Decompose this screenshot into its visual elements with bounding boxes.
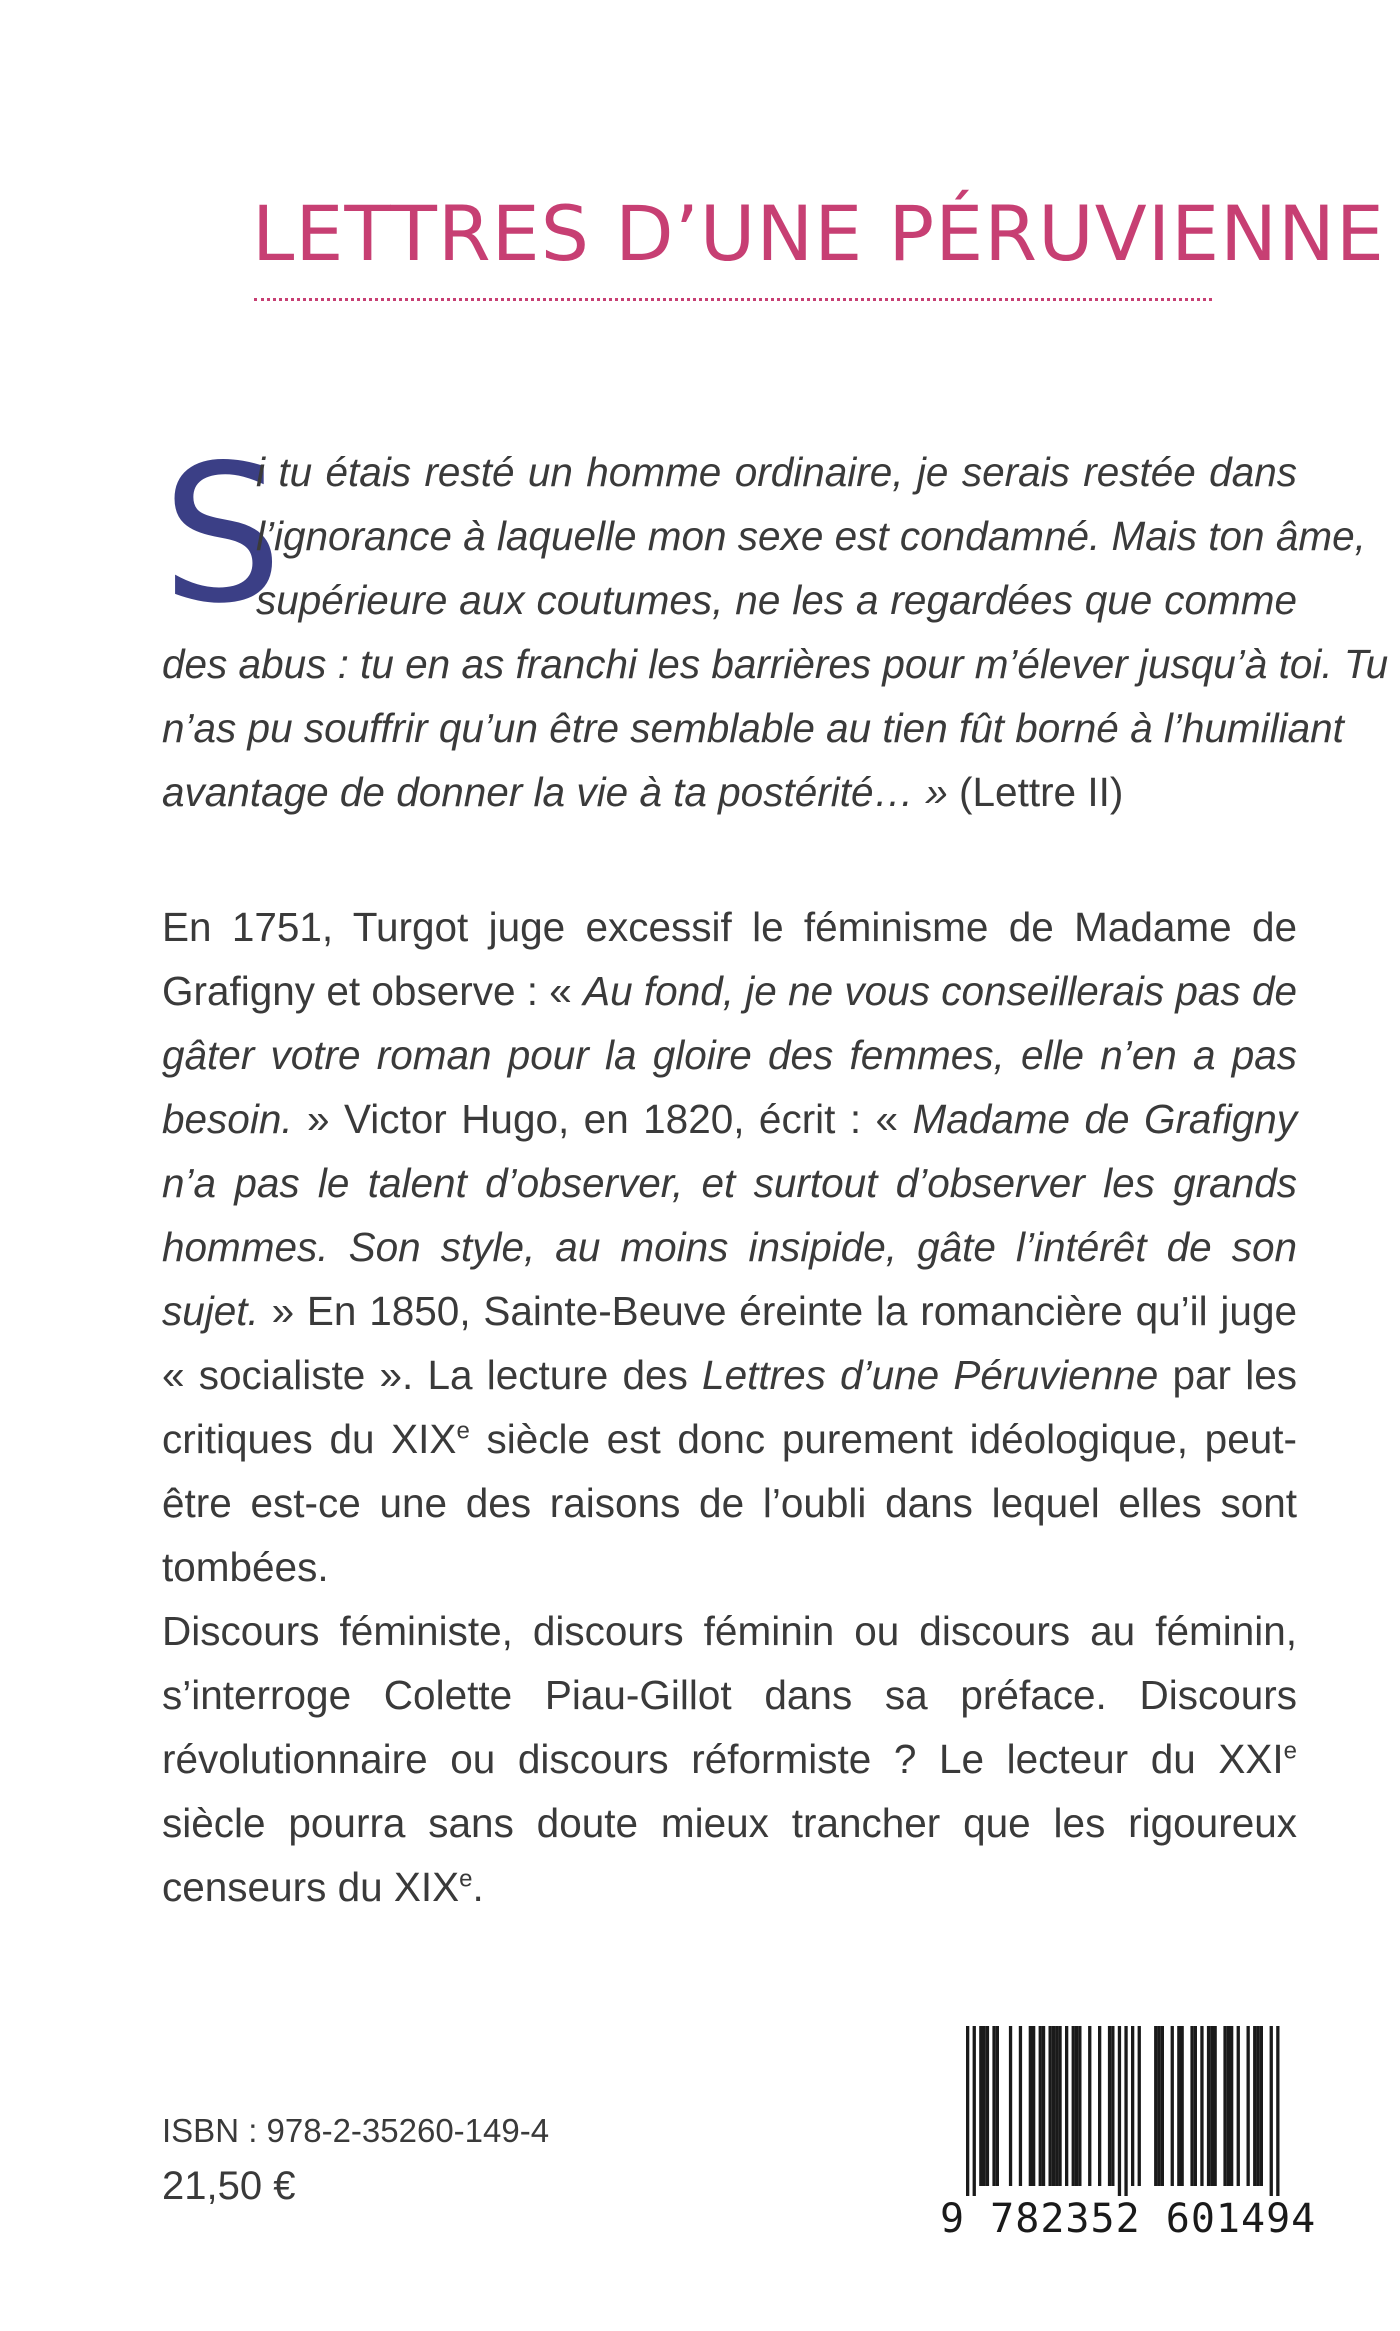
barcode-bar (1270, 2026, 1273, 2196)
barcode-bar (986, 2026, 989, 2186)
barcode-bar (1237, 2026, 1240, 2186)
barcode-bar (966, 2026, 969, 2196)
barcode-bar (1157, 2026, 1160, 2186)
turgot-citation: Au fond, je ne vous conseillerais pas de gâter votre roman pour la gloire des femmes, elle n’en a pas besoin. (162, 968, 1297, 1142)
barcode-bar (1009, 2026, 1012, 2186)
barcode-bar (1118, 2026, 1121, 2196)
paragraph-text: . (472, 1864, 484, 1910)
barcode-bar (1177, 2026, 1180, 2186)
quote-line: l’ignorance à laquelle mon sexe est condamné. Mais ton âme, (256, 513, 1366, 559)
barcode-bar (1052, 2026, 1055, 2186)
barcode-bar (1276, 2026, 1279, 2196)
barcode-bar (1256, 2026, 1259, 2186)
price: 21,50 € (162, 2164, 296, 2208)
barcode-bar (1210, 2026, 1213, 2186)
barcode-bar (1154, 2026, 1157, 2186)
barcode-bar (1253, 2026, 1256, 2186)
barcode-bar (1200, 2026, 1203, 2186)
quote-line: i tu étais resté un homme ordinaire, je serais restée dans (256, 449, 1297, 495)
quote-line: supérieure aux coutumes, ne les a regardées que comme (256, 577, 1297, 623)
book-title: LETTRES D’UNE PÉRUVIENNE (252, 189, 1385, 278)
barcode-bar (1171, 2026, 1174, 2186)
barcode-bar (1138, 2026, 1141, 2186)
paragraph-text: » Victor Hugo, en 1820, écrit : « (292, 1096, 913, 1142)
barcode-bar (1260, 2026, 1263, 2186)
barcode-bar (1214, 2026, 1217, 2186)
quote-lines (162, 424, 1389, 824)
barcode-bar (973, 2026, 976, 2196)
quote-line-last (162, 760, 1297, 824)
barcode-bar (1065, 2026, 1068, 2186)
paragraph-text: Discours féministe, discours féminin ou discours au féminin, s’interroge Colette Piau-Gillot dans sa préface. Discours révolutionnaire ou discours réformiste ? Le lecteur du XXI (162, 1608, 1297, 1782)
barcode-bar (1055, 2026, 1058, 2186)
barcode-digits: 9 782352 601494 (940, 2196, 1317, 2242)
barcode-bars (940, 2026, 1295, 2196)
opening-quote (162, 424, 1389, 840)
paragraph-text: siècle est donc purement idéologique, peut-être est-ce une des raisons de l’oubli dans lequel elles sont tombées. (162, 1416, 1297, 1590)
barcode-bar (979, 2026, 982, 2186)
barcode-bar (1131, 2026, 1134, 2186)
barcode-bar (1247, 2026, 1250, 2186)
barcode-bar (983, 2026, 986, 2186)
paragraph-preface (162, 1599, 1297, 1919)
paragraph-text: siècle pourra sans doute mieux trancher que les rigoureux censeurs du XIX (162, 1800, 1297, 1910)
barcode-bar (1032, 2026, 1035, 2186)
barcode-bar (1111, 2026, 1114, 2186)
barcode-bar (1039, 2026, 1042, 2186)
quote-source: (Lettre II) (947, 769, 1124, 815)
barcode-bar (1108, 2026, 1111, 2186)
drop-cap: S (162, 424, 283, 645)
barcode-bar (1072, 2026, 1075, 2186)
superscript: e (1283, 1737, 1297, 1765)
barcode-bar (1098, 2026, 1101, 2186)
barcode-bar (1230, 2026, 1233, 2186)
superscript: e (456, 1417, 470, 1445)
barcode-bar (1223, 2026, 1226, 2186)
barcode-bar (1194, 2026, 1197, 2186)
paragraph-text: » En 1850, Sainte-Beuve éreinte la romancière qu’il juge « socialiste ». La lecture des (162, 1288, 1297, 1398)
title-dotted-rule (254, 298, 1212, 301)
paragraph-reception (162, 895, 1297, 1599)
barcode-bar (1227, 2026, 1230, 2186)
barcode-bar (1161, 2026, 1164, 2186)
barcode-bar (992, 2026, 995, 2186)
barcode-bar (1190, 2026, 1193, 2186)
barcode-bar (1019, 2026, 1022, 2186)
isbn: ISBN : 978-2-35260-149-4 (162, 2112, 550, 2149)
barcode-bar (1049, 2026, 1052, 2186)
quote-line: avantage de donner la vie à ta postérité… » (162, 769, 948, 815)
barcode-bar (1075, 2026, 1078, 2186)
barcode-bar (1124, 2026, 1127, 2196)
paragraph-text: En 1751, Turgot juge excessif le féminisme de Madame de Grafigny et observe : « (162, 904, 1297, 1014)
quote-line: des abus : tu en as franchi les barrières pour m’élever jusqu’à toi. Tu (162, 641, 1389, 687)
body-text (162, 895, 1297, 1919)
superscript: e (459, 1865, 473, 1893)
barcode-bar (1207, 2026, 1210, 2186)
barcode-bar (1029, 2026, 1032, 2186)
barcode-bar (1088, 2026, 1091, 2186)
barcode-bar (1181, 2026, 1184, 2186)
barcode-bar (1078, 2026, 1081, 2186)
barcode-bar (996, 2026, 999, 2186)
barcode-bar (1042, 2026, 1045, 2186)
barcode (940, 2026, 1317, 2246)
paragraph-text: par les critiques du XIX (162, 1352, 1298, 1462)
barcode-bar (1058, 2026, 1061, 2186)
book-title-inline: Lettres d’une Péruvienne (702, 1352, 1159, 1398)
hugo-citation: Madame de Grafigny n’a pas le talent d’observer, et surtout d’observer les grands hommes. Son style, au moins insipide, gâte l’intérêt de son sujet. (162, 1096, 1298, 1334)
quote-line: n’as pu souffrir qu’un être semblable au tien fût borné à l’humiliant (162, 705, 1344, 751)
